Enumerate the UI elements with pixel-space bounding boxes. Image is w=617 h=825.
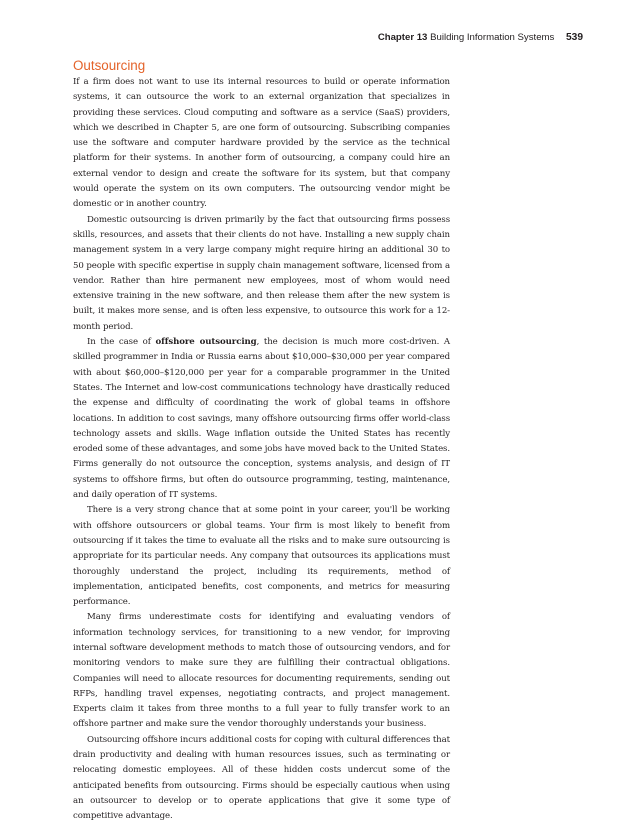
chapter-title: Building Information Systems <box>430 32 555 43</box>
page-number: 539 <box>566 32 583 43</box>
paragraph-1: If a firm does not want to use its internal resources to build or operate information systems, it can outsource the work to an external organization that specializes in providing these services. Cloud computing and software as a service (SaaS) providers, which we described in Chapter 5, are one form of outsourcing. Subscribing companies use the software and computer hardware provided by the service as the technical platform for their systems. In another form of outsourcing, a company could hire an external vendor to design and create the software for its system, but that company would operate the system on its own computers. The outsourcing vendor might be domestic or in another country. <box>73 77 450 210</box>
paragraph-3-lead: In the case of <box>87 337 156 348</box>
section-title: Outsourcing <box>73 58 146 73</box>
running-header <box>0 32 583 43</box>
paragraph-3 <box>73 335 450 503</box>
paragraph-2: Domestic outsourcing is driven primarily by the fact that outsourcing firms possess skills, resources, and assets that their clients do not have. Installing a new supply chain management system in a very large company might require hiring an additional 30 to 50 people with specific expertise in supply chain management software, licensed from a vendor. Rather than hire permanent new employees, most of whom would need extensive training in the new software, and then release them after the new system is built, it makes more sense, and is often less expensive, to outsource this work for a 12-month period. <box>73 214 450 332</box>
outsourcing-section <box>73 58 450 825</box>
chapter-label: Chapter 13 <box>377 32 428 43</box>
paragraph-4: There is a very strong chance that at some point in your career, you'll be working with offshore outsourcers or global teams. Your firm is most likely to benefit from outsourcing if it takes the time to evaluate all the risks and to make sure outsourcing is appropriate for its particular needs. Any company that outsources its applications must thoroughly understand the project, including its requirements, method of implementation, anticipated benefits, cost components, and metrics for measuring performance. <box>73 505 450 608</box>
paragraph-3-body: , the decision is much more cost-driven. A skilled programmer in India or Russia earns about $10,000–$30,000 per year compared with about $60,000–$120,000 per year for a comparable programmer in the United States. The Internet and low-cost communications technology have drastically reduced the expense and difficulty of coordinating the work of global teams in offshore locations. In addition to cost savings, many offshore outsourcing firms offer world-class technology assets and skills. Wage inflation outside the United States has recently eroded some of these advantages, and some jobs have moved back to the United States. Firms generally do not outsource the conception, systems analysis, and design of IT systems to offshore firms, but often do outsource programming, testing, maintenance, and daily operation of IT systems. <box>73 337 451 501</box>
paragraph-6: Outsourcing offshore incurs additional costs for coping with cultural differences that drain productivity and dealing with human resources issues, such as terminating or relocating domestic employees. All of these hidden costs undercut some of the anticipated benefits from outsourcing. Firms should be especially cautious when using an outsourcer to develop or to operate applications that give it some type of competitive advantage. <box>73 734 450 822</box>
paragraph-5: Many firms underestimate costs for identifying and evaluating vendors of information technology services, for transitioning to a new vendor, for improving internal software development methods to match those of outsourcing vendors, and for monitoring vendors to make sure they are fulfilling their contractual obligations. Companies will need to allocate resources for documenting requirements, sending out RFPs, handling travel expenses, negotiating contracts, and project management. Experts claim it takes from three months to a full year to fully transfer work to an offshore partner and make sure the vendor thoroughly understands your business. <box>73 612 450 730</box>
key-term-offshore-outsourcing: offshore outsourcing <box>155 337 257 348</box>
